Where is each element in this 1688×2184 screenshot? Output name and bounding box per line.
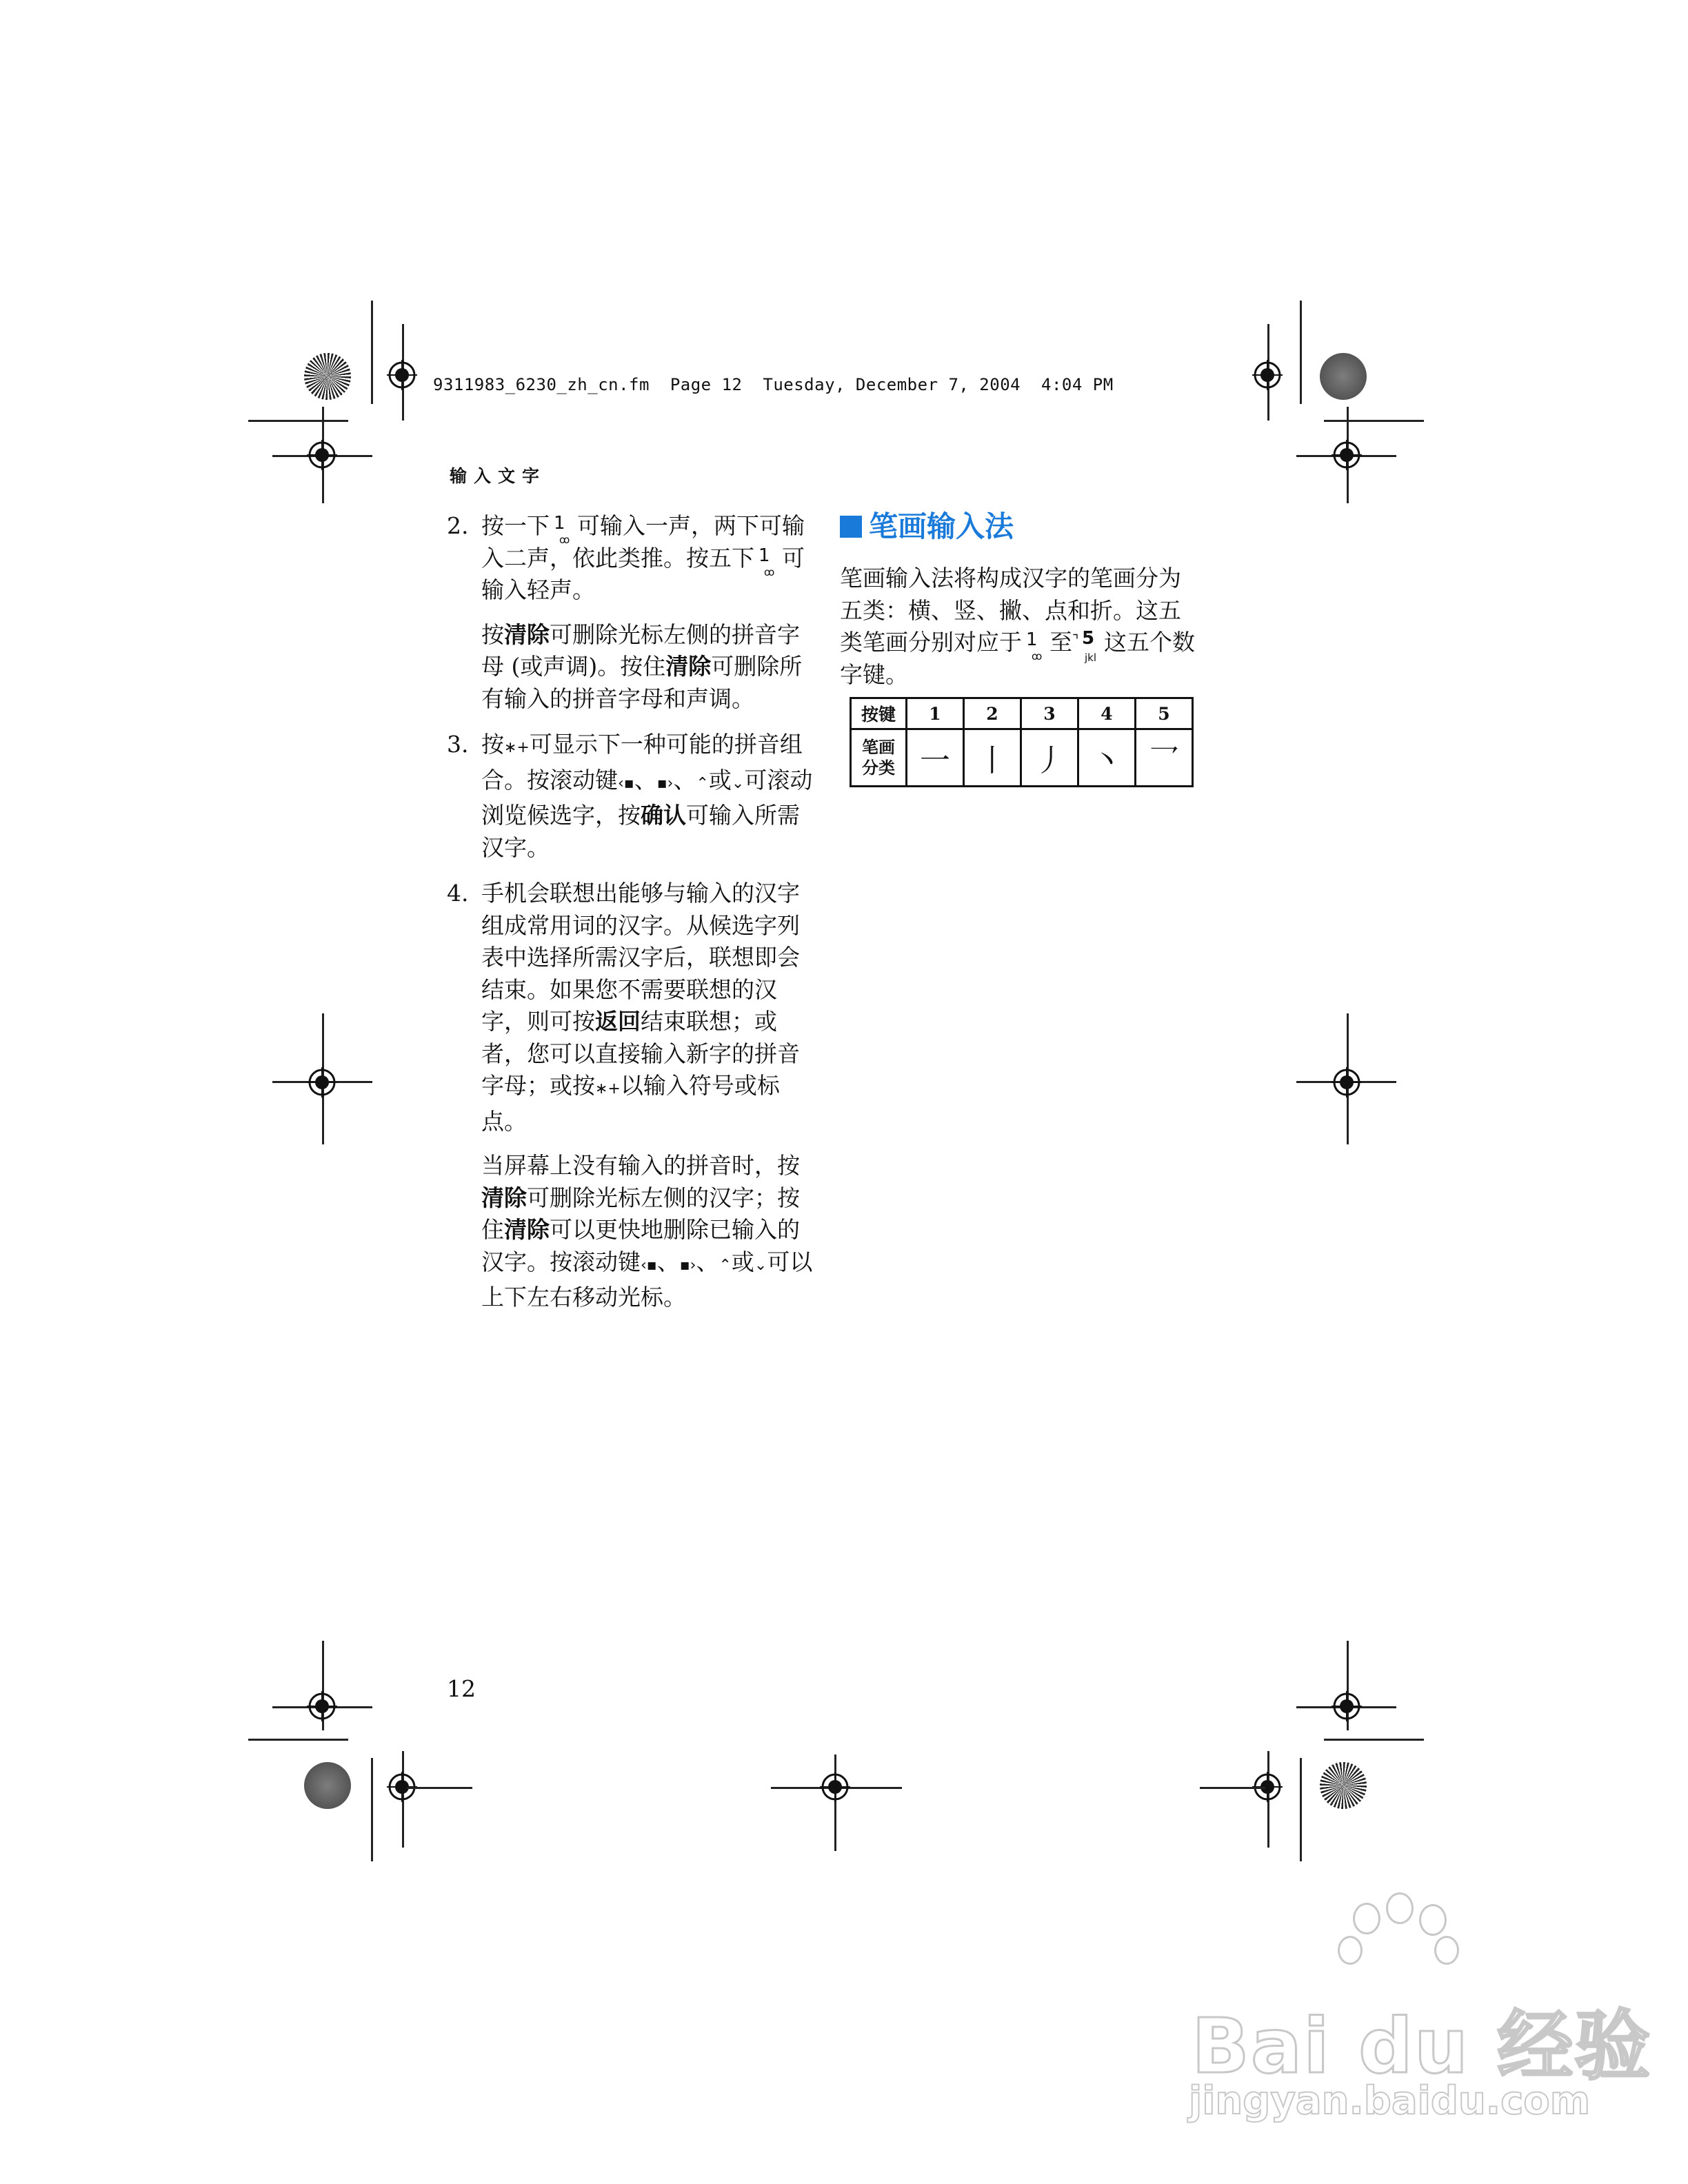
step-text: 按一下 1 ꝏ 可输入一声，两下可输入二声，依此类推。按五下 1 ꝏ 可输入轻声。	[481, 512, 805, 603]
table-header-cell: 4	[1078, 698, 1136, 729]
step-note: 当屏幕上没有输入的拼音时，按清除可删除光标左侧的汉字；按住清除可以更快地删除已输入的汉字。按滚动键‹▪、▪›、⌃或⌄可以上下左右移动光标。	[481, 1152, 813, 1311]
stroke-cell: 丨	[964, 729, 1021, 787]
star-key-icon: ∗+	[595, 1080, 621, 1098]
section-title: 笔画输入法	[840, 507, 1198, 546]
stroke-table	[850, 697, 1194, 787]
table-header-cell: 按键	[851, 698, 907, 729]
scroll-right-icon: ▪›	[679, 1256, 696, 1274]
scroll-down-icon: ⌄	[754, 1256, 767, 1274]
step-text: 按∗+可显示下一种可能的拼音组合。按滚动键‹▪、▪›、⌃或⌄可滚动浏览候选字，按确认可输入所需汉字。	[481, 731, 813, 861]
stroke-section	[840, 507, 1198, 691]
stroke-cell: 丶	[1078, 729, 1136, 787]
table-header-cell: 5	[1136, 698, 1193, 729]
stroke-cell: 一	[907, 729, 964, 787]
watermark-url: jingyan.baidu.com	[1189, 2079, 1591, 2123]
step-number: 2.	[447, 512, 469, 539]
step-text: 手机会联想出能够与输入的汉字组成常用词的汉字。从候选字列表中选择所需汉字后，联想即会结束。如果您不需要联想的汉字，则可按返回结束联想；或者，您可以直接输入新字的拼音字母；或按∗+以输入符号或标点。	[481, 880, 800, 1135]
step-note: 按清除可删除光标左侧的拼音字母 (或声调)。按住清除可删除所有输入的拼音字母和声调。	[481, 620, 803, 712]
scroll-up-icon: ⌃	[696, 774, 709, 792]
scroll-right-icon: ▪›	[656, 774, 674, 792]
key-1-icon: 1 ꝏ	[554, 513, 570, 546]
table-header-cell: 2	[964, 698, 1021, 729]
table-header-cell: 1	[907, 698, 964, 729]
square-bullet-icon	[840, 516, 862, 538]
watermark-brand: Bai du 经验	[1192, 2002, 1652, 2090]
section-intro: 笔画输入法将构成汉字的笔画分为五类：横、竖、撇、点和折。这五类笔画分别对应于 1 ꝏ 至 ⌝ 5 jkl 这五个数字键。	[840, 565, 1195, 688]
steps-column	[447, 510, 814, 1328]
table-row	[851, 698, 1193, 729]
table-row	[851, 729, 1193, 787]
step-number: 4.	[447, 880, 469, 907]
step-3	[447, 729, 814, 864]
star-key-icon: ∗+	[504, 739, 530, 756]
key-1-icon: 1 ꝏ	[1026, 629, 1043, 663]
step-number: 3.	[447, 731, 469, 758]
step-4	[447, 878, 814, 1314]
key-5-icon: ⌝ 5 jkl	[1072, 628, 1097, 664]
stroke-cell: 乛	[1136, 729, 1193, 787]
table-row-label: 笔画 分类	[851, 729, 907, 787]
key-1-icon: 1 ꝏ	[758, 545, 775, 578]
file-info-line: 9311983_6230_zh_cn.fm Page 12 Tuesday, December 7, 2004 4:04 PM	[433, 375, 1114, 394]
table-header-cell: 3	[1021, 698, 1078, 729]
running-head: 输入文字	[450, 466, 547, 486]
stroke-cell: 丿	[1021, 729, 1078, 787]
scroll-up-icon: ⌃	[719, 1256, 732, 1274]
scroll-down-icon: ⌄	[731, 774, 745, 792]
page-number: 12	[447, 1675, 476, 1702]
scroll-left-icon: ‹▪	[641, 1256, 657, 1274]
step-2	[447, 510, 814, 715]
scroll-left-icon: ‹▪	[618, 774, 634, 792]
